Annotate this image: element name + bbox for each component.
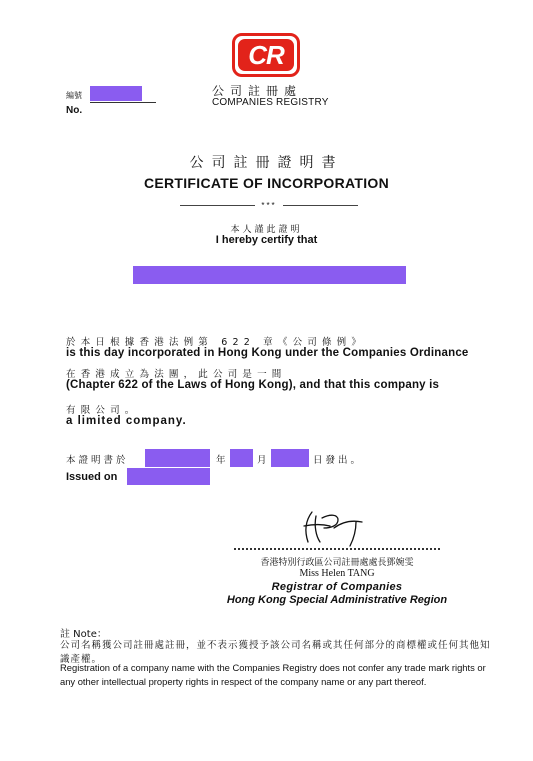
certificate-no-label-en: No. [66,105,83,116]
title-separator [180,201,358,210]
body-line3-en: a limited company. [66,415,187,427]
certify-text-zh: 本人謹此證明 [230,225,303,235]
certificate-no-underline [90,102,156,103]
certificate-no-label-zh: 編號 [66,91,82,100]
issue-year-zh: 年 [216,455,229,466]
separator-stars: *** [261,201,277,210]
logo-text: CR [238,39,294,71]
redacted-company-name [133,266,406,284]
issue-month-zh: 月 [257,455,270,466]
registry-name-en: COMPANIES REGISTRY [212,97,329,108]
registrar-name: Miss Helen TANG [299,568,375,579]
redacted-issue-month [230,449,253,467]
issue-day-zh: 日發出。 [313,455,364,466]
separator-line-left [180,205,255,206]
issued-on-label: Issued on [66,471,118,483]
signature-dotted-line [234,548,440,550]
redacted-issue-day [271,449,309,467]
body-line1-zh: 於本日根據香港法例第 622 章《公司條例》 [66,337,367,348]
redacted-certificate-number [90,86,142,101]
registrar-title-zh: 香港特別行政區公司註冊處處長鄧婉雯 [260,558,414,568]
registrar-signature [300,508,368,548]
registrar-region-en: Hong Kong Special Administrative Region [226,594,448,606]
issue-prefix-zh: 本證明書於 [66,455,129,466]
note-text-zh: 公司名稱獲公司註冊處註冊，並不表示獲授予該公司名稱或其任何部分的商標權或任何其他知識產權。 [60,640,491,665]
certificate-title-zh: 公司註冊證明書 [189,155,344,171]
body-line2-en: (Chapter 622 of the Laws of Hong Kong), and that this company is [66,379,440,391]
redacted-issue-year [145,449,210,467]
separator-line-right [283,205,358,206]
body-line1-en: is this day incorporated in Hong Kong under the Companies Ordinance [66,347,469,359]
companies-registry-logo [232,33,300,77]
registrar-title-en: Registrar of Companies [271,581,403,593]
body-line2-zh: 在香港成立為法團，此公司是一間 [66,369,287,380]
note-text-en: Registration of a company name with the Companies Registry does not confer any trade mark rights or any other intellectual property rights in respect of the company name or any part thereof. [60,662,486,687]
note-label: 註 Note： [60,629,107,640]
redacted-issue-date-en [127,468,210,485]
body-line3-zh: 有限公司。 [66,405,140,416]
certificate-title-en: CERTIFICATE OF INCORPORATION [143,175,390,191]
registry-name-zh: 公司註冊處 [212,84,303,98]
certify-text-en: I hereby certify that [215,234,318,246]
